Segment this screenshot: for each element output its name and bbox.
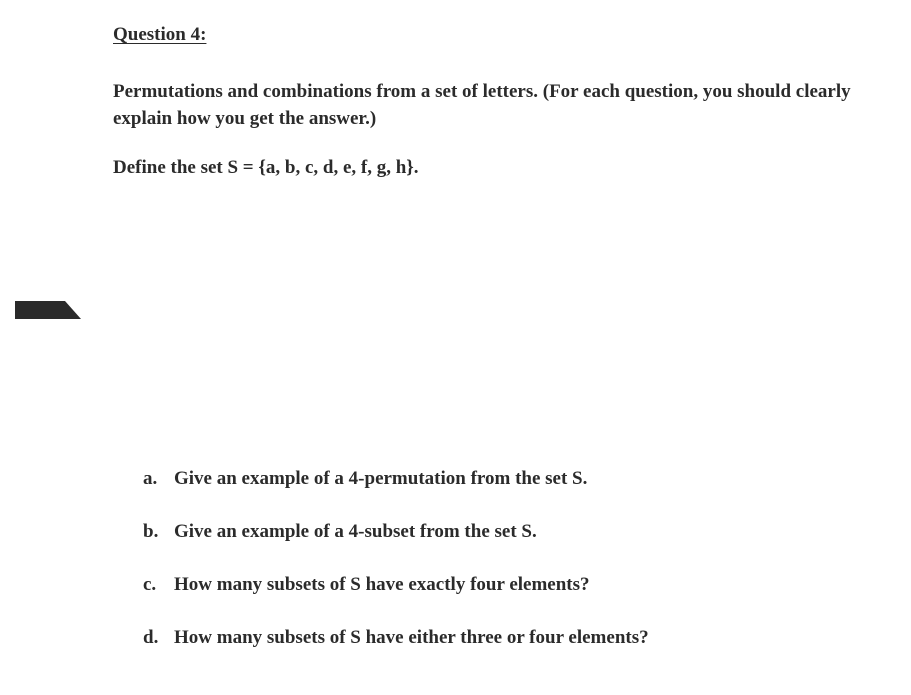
subquestion-marker: d. <box>143 627 159 648</box>
subquestion-text: How many subsets of S have exactly four elements? <box>174 574 590 595</box>
subquestion-c <box>143 571 649 598</box>
subquestion-marker: a. <box>143 468 158 489</box>
subquestion-marker: c. <box>143 574 157 595</box>
question-intro: Permutations and combinations from a set of letters. (For each question, you should clearly explain how you get the answer.) <box>113 81 851 129</box>
redaction-shape <box>15 301 81 319</box>
subquestion-marker: b. <box>143 521 159 542</box>
subquestion-text: How many subsets of S have either three or four elements? <box>174 627 649 648</box>
subquestion-list <box>143 465 649 677</box>
subquestion-a <box>143 465 649 492</box>
set-definition: Define the set S = {a, b, c, d, e, f, g, h}. <box>113 157 419 178</box>
subquestion-d <box>143 624 649 651</box>
redaction-mark <box>15 297 81 319</box>
subquestion-text: Give an example of a 4-permutation from the set S. <box>174 468 588 489</box>
question-heading: Question 4: <box>113 24 207 45</box>
subquestion-b <box>143 518 649 545</box>
subquestion-text: Give an example of a 4-subset from the set S. <box>174 521 537 542</box>
